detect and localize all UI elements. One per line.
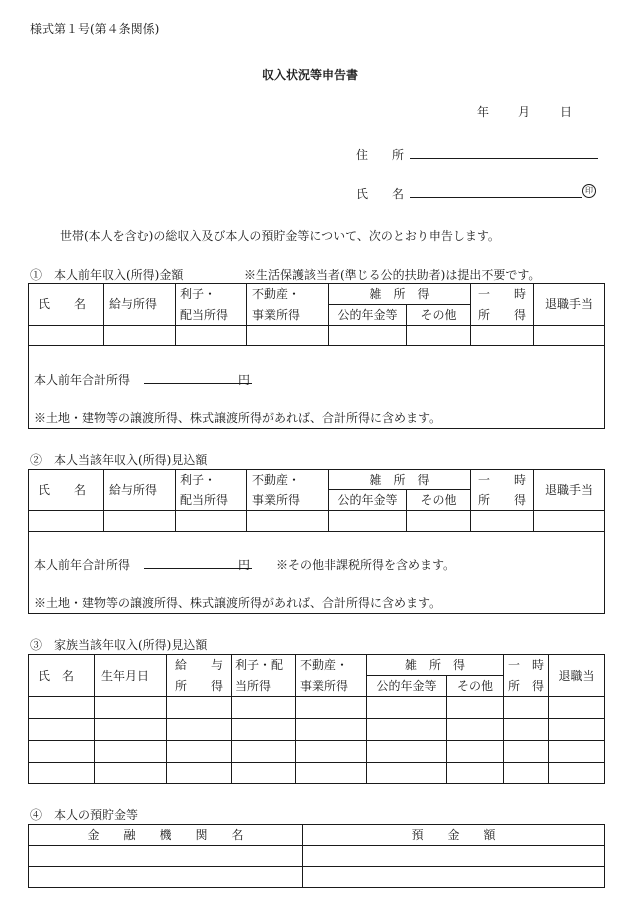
s2-header-realestate-1: 不動産・ bbox=[252, 473, 301, 487]
s3-header-temp-2: 所 得 bbox=[507, 679, 544, 693]
form-number: 様式第１号(第４条関係) bbox=[30, 22, 160, 36]
s4-title: ④ 本人の預貯金等 bbox=[30, 808, 139, 822]
s1-header-realestate-1: 不動産・ bbox=[252, 287, 301, 301]
s1-title: ① 本人前年収入(所得)金額 bbox=[30, 268, 184, 282]
s3-header-name: 氏 名 bbox=[38, 669, 75, 683]
address-label: 住 所 bbox=[356, 148, 405, 162]
s1-note: ※生活保護該当者(準じる公的扶助者)は提出不要です。 bbox=[244, 268, 541, 282]
s2-header-misc: 雑 所 得 bbox=[369, 473, 430, 487]
s1-total-label: 本人前年合計所得 bbox=[34, 373, 131, 387]
s2-header-name: 氏 名 bbox=[38, 483, 87, 497]
s3-header-salary-1: 給 与 bbox=[174, 658, 223, 672]
s2-note: ※その他非課税所得を含めます。 bbox=[276, 558, 456, 572]
s1-header-retire: 退職手当 bbox=[544, 297, 593, 311]
s3-header-pension: 公的年金等 bbox=[376, 679, 437, 693]
date-year: 年 bbox=[477, 105, 490, 119]
date-month: 月 bbox=[518, 105, 531, 119]
s2-total-field[interactable] bbox=[144, 568, 252, 569]
name-label: 氏 名 bbox=[356, 187, 405, 201]
s2-yen: 円 bbox=[238, 558, 251, 572]
s1-header-name: 氏 名 bbox=[38, 297, 87, 311]
s2-header-other: その他 bbox=[420, 493, 457, 507]
form-title: 収入状況等申告書 bbox=[262, 68, 359, 82]
s1-yen: 円 bbox=[238, 373, 251, 387]
s2-header-interest-2: 配当所得 bbox=[180, 493, 229, 507]
s2-header-temp-1: 一 時 bbox=[477, 473, 526, 487]
s2-header-retire: 退職手当 bbox=[544, 483, 593, 497]
s3-header-birth: 生年月日 bbox=[101, 669, 150, 683]
s1-header-other: その他 bbox=[420, 308, 457, 322]
s2-header-pension: 公的年金等 bbox=[337, 493, 398, 507]
s1-header-realestate-2: 事業所得 bbox=[252, 308, 301, 322]
seal-mark: 印 bbox=[582, 184, 596, 198]
s2-header-temp-2: 所 得 bbox=[477, 493, 526, 507]
s3-header-realestate-2: 事業所得 bbox=[300, 679, 349, 693]
intro-text: 世帯(本人を含む)の総収入及び本人の預貯金等について、次のとおり申告します。 bbox=[60, 229, 500, 243]
s1-header-pension: 公的年金等 bbox=[337, 308, 398, 322]
s3-header-interest-2: 当所得 bbox=[235, 679, 272, 693]
s3-header-other: その他 bbox=[456, 679, 493, 693]
s3-header-temp-1: 一 時 bbox=[507, 658, 544, 672]
s4-header-amount: 預 金 額 bbox=[411, 828, 496, 842]
s2-header-salary: 給与所得 bbox=[109, 483, 158, 497]
s2-title: ② 本人当該年収入(所得)見込額 bbox=[30, 453, 208, 467]
s1-footnote: ※土地・建物等の譲渡所得、株式譲渡所得があれば、合計所得に含めます。 bbox=[34, 411, 442, 425]
date-day: 日 bbox=[560, 105, 573, 119]
s2-header-realestate-2: 事業所得 bbox=[252, 493, 301, 507]
s1-header-misc: 雑 所 得 bbox=[369, 287, 430, 301]
s2-total-label: 本人前年合計所得 bbox=[34, 558, 131, 572]
s1-header-temp-2: 所 得 bbox=[477, 308, 526, 322]
s2-header-interest-1: 利子・ bbox=[180, 473, 217, 487]
s3-header-interest-1: 利子・配 bbox=[235, 658, 284, 672]
s3-header-realestate-1: 不動産・ bbox=[300, 658, 349, 672]
s2-footnote: ※土地・建物等の譲渡所得、株式譲渡所得があれば、合計所得に含めます。 bbox=[34, 596, 442, 610]
s1-header-interest-1: 利子・ bbox=[180, 287, 217, 301]
s1-header-temp-1: 一 時 bbox=[477, 287, 526, 301]
s4-header-bank: 金 融 機 関 名 bbox=[87, 828, 244, 842]
s3-header-misc: 雑 所 得 bbox=[404, 658, 465, 672]
s3-header-retire: 退職当 bbox=[558, 669, 595, 683]
s1-header-interest-2: 配当所得 bbox=[180, 308, 229, 322]
s3-header-salary-2: 所 得 bbox=[174, 679, 223, 693]
s1-header-salary: 給与所得 bbox=[109, 297, 158, 311]
s1-total-field[interactable] bbox=[144, 383, 252, 384]
s3-title: ③ 家族当該年収入(所得)見込額 bbox=[30, 638, 208, 652]
